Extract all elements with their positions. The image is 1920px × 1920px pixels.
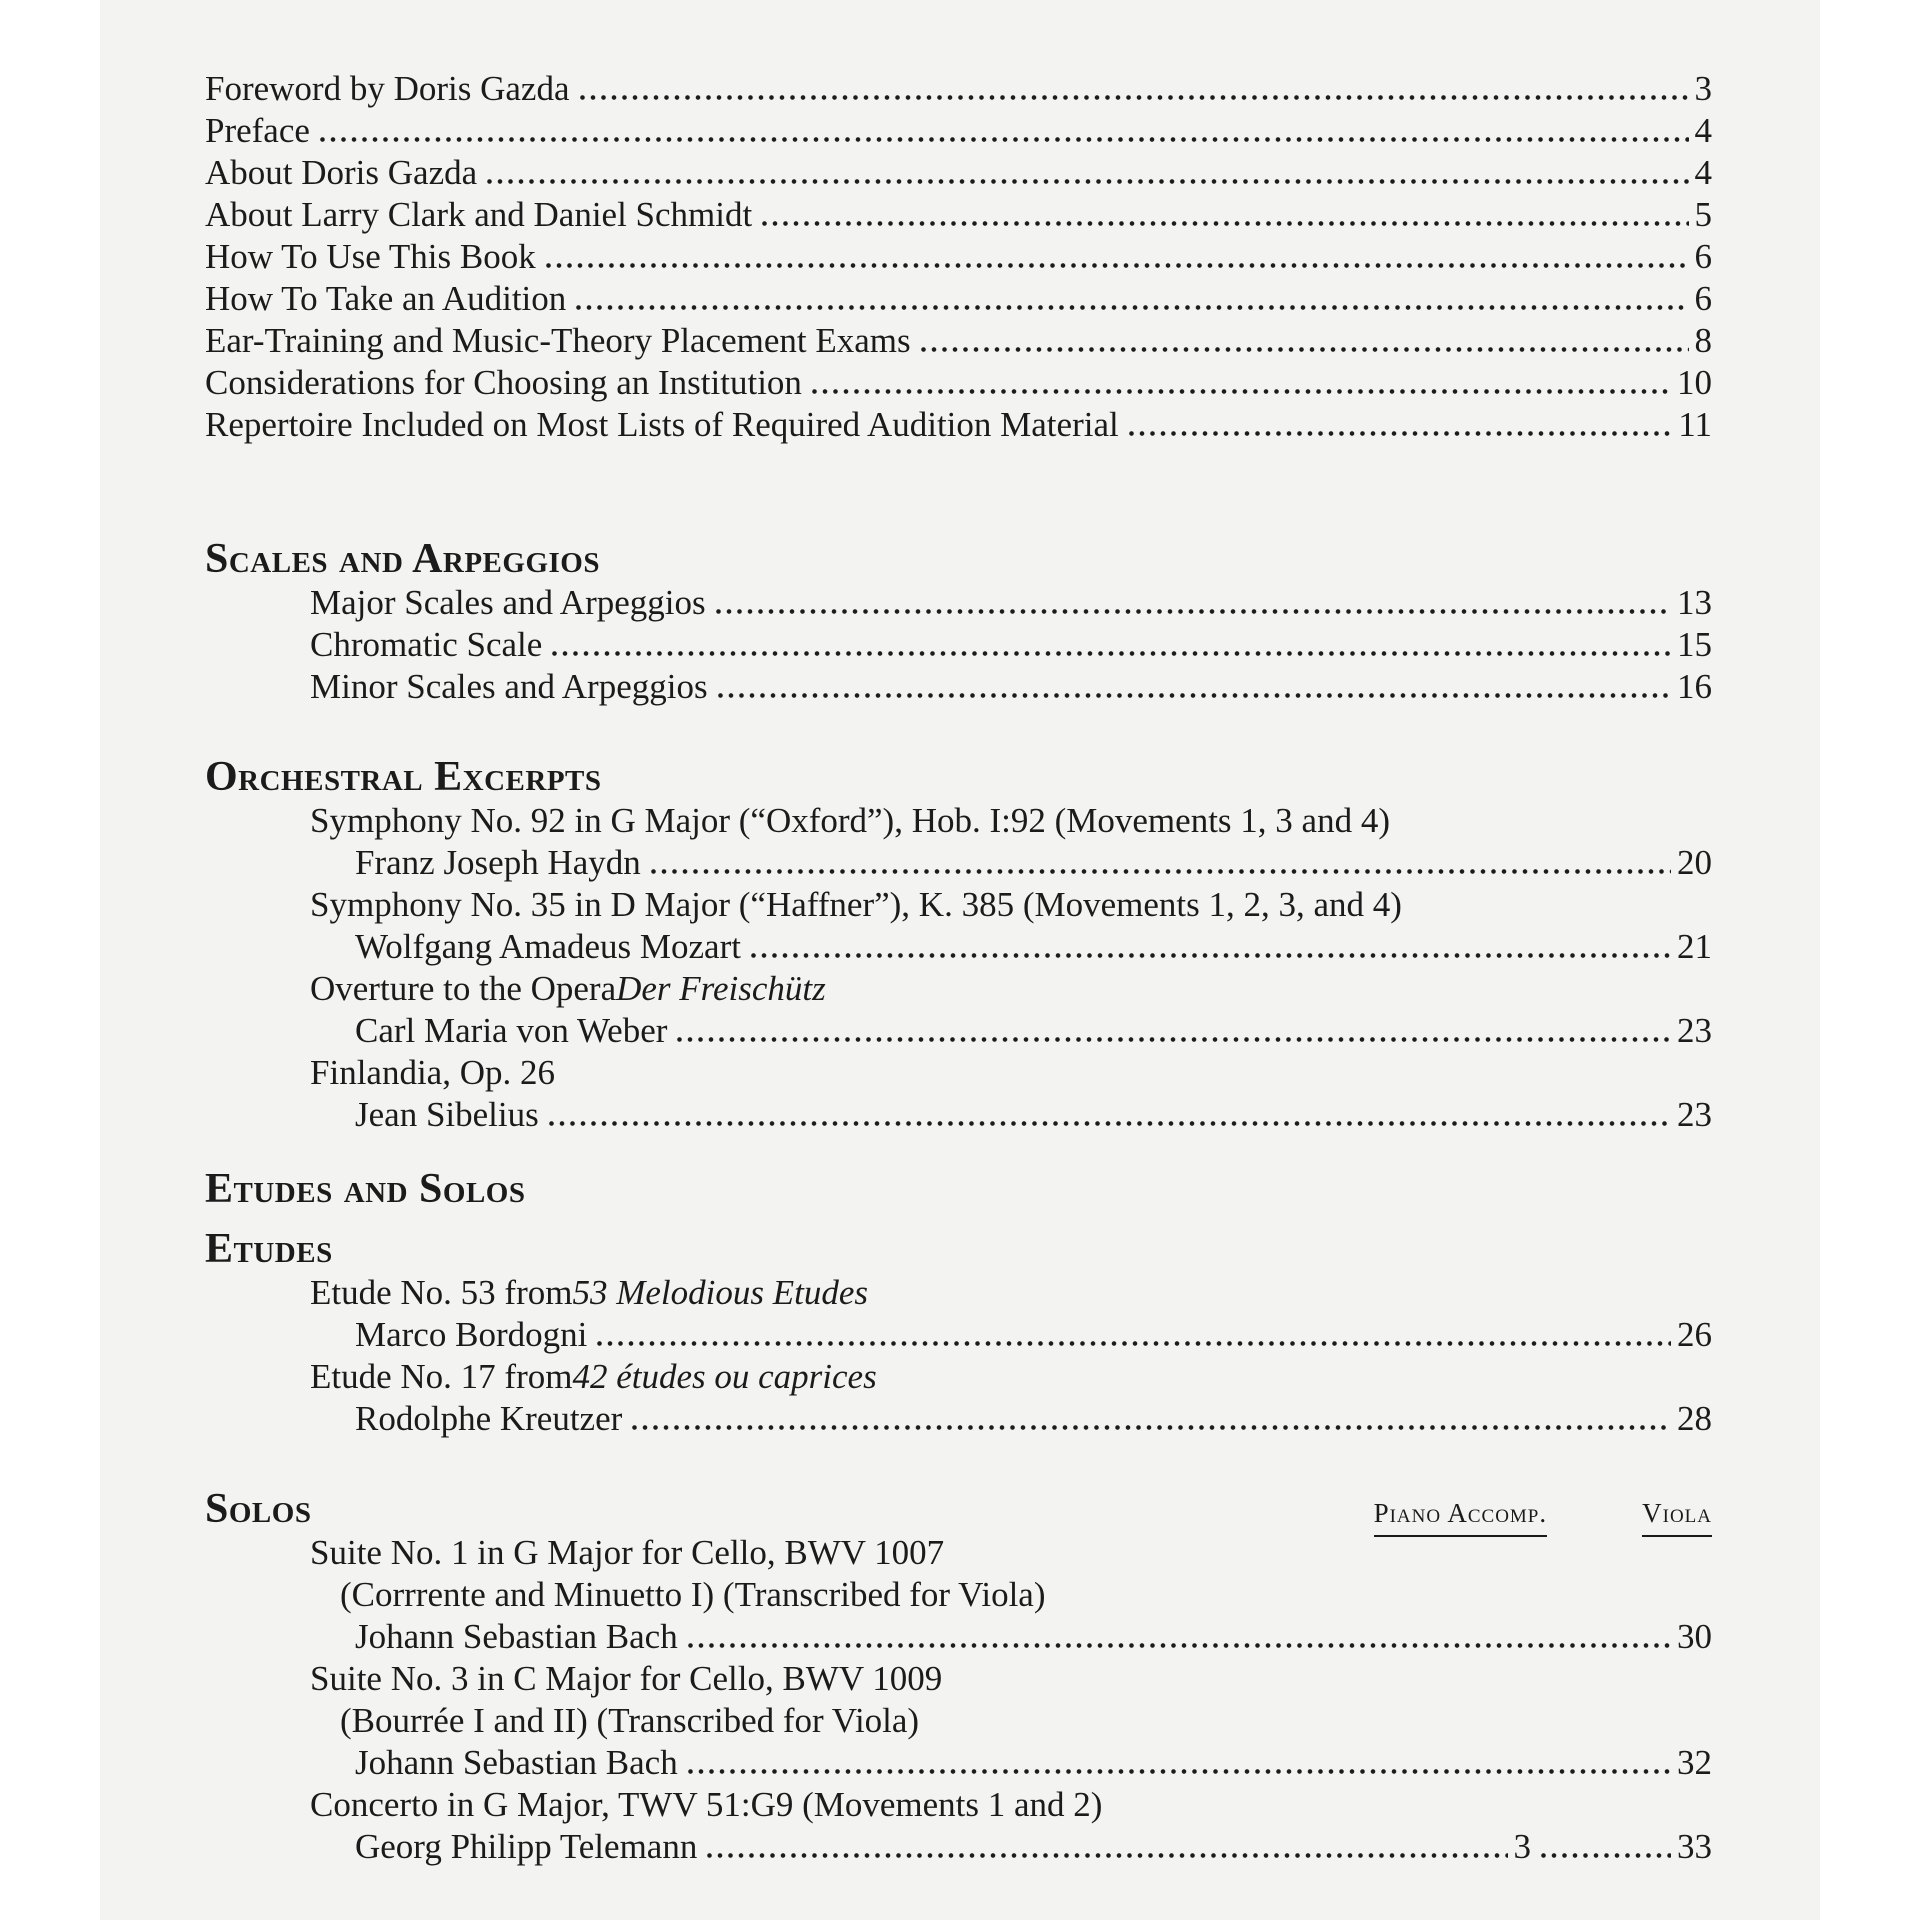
work-subtitle — [205, 1700, 1712, 1742]
page-number: 16 — [1677, 667, 1712, 706]
composer-entry — [205, 1314, 1712, 1356]
page-number: 4 — [1694, 111, 1712, 150]
work-title — [205, 968, 1712, 1010]
toc-entry — [205, 362, 1712, 404]
work-title-text: Suite No. 3 in C Major for Cello, BWV 1009 — [310, 1659, 943, 1698]
composer-name: Wolfgang Amadeus Mozart — [355, 927, 741, 966]
book-page — [100, 0, 1820, 1920]
entry-title: How To Take an Audition — [205, 279, 567, 318]
page-number: 28 — [1677, 1399, 1712, 1438]
composer-name: Franz Joseph Haydn — [355, 843, 641, 882]
work-subtitle-text: (Bourrée I and II) (Transcribed for Viola) — [340, 1701, 920, 1740]
viola-page-number: 33 — [1677, 1827, 1712, 1866]
dotted-leader — [651, 869, 1671, 874]
page-number: 23 — [1677, 1095, 1712, 1134]
section-heading-etudes: Etudes — [205, 1226, 333, 1272]
work-title-text: Etude No. 53 from — [310, 1273, 573, 1312]
dotted-leader — [921, 347, 1689, 352]
dotted-leader — [718, 693, 1671, 698]
page-number: 26 — [1677, 1315, 1712, 1354]
section-heading-solos: Solos — [205, 1486, 312, 1532]
work-title-italic: 53 Melodious Etudes — [572, 1273, 868, 1312]
etudes-list — [205, 1272, 1712, 1440]
entry-title: Ear-Training and Music-Theory Placement Exams — [205, 321, 911, 360]
entry-title: How To Use This Book — [205, 237, 536, 276]
toc-entry — [205, 666, 1712, 708]
dotted-leader — [1129, 431, 1673, 436]
page-number: 8 — [1694, 321, 1712, 360]
work-title-text: Symphony No. 35 in D Major (“Haffner”), K. 385 (Movements 1, 2, 3, and 4) — [310, 885, 1402, 924]
dotted-leader — [597, 1341, 1671, 1346]
work-title — [205, 1356, 1712, 1398]
work-title-text: Finlandia, Op. 26 — [310, 1053, 555, 1092]
viola-page-number: 32 — [1677, 1743, 1712, 1782]
dotted-leader — [576, 305, 1688, 310]
work-title — [205, 1532, 1712, 1574]
dotted-leader — [707, 1853, 1507, 1858]
page-number: 6 — [1694, 279, 1712, 318]
scales-list — [205, 582, 1712, 708]
dotted-leader — [812, 389, 1671, 394]
work-title — [205, 1784, 1712, 1826]
column-header-viola: Viola — [1642, 1492, 1712, 1537]
front-matter-list — [205, 68, 1712, 446]
composer-entry — [205, 1398, 1712, 1440]
toc-entry — [205, 194, 1712, 236]
entry-title: Foreword by Doris Gazda — [205, 69, 570, 108]
composer-entry — [205, 1010, 1712, 1052]
entry-title: About Larry Clark and Daniel Schmidt — [205, 195, 753, 234]
composer-entry — [205, 1094, 1712, 1136]
page-number: 15 — [1677, 625, 1712, 664]
work-title — [205, 1658, 1712, 1700]
dotted-leader — [688, 1769, 1671, 1774]
section-heading-scales: Scales and Arpeggios — [205, 536, 600, 582]
entry-title: Repertoire Included on Most Lists of Required Audition Material — [205, 405, 1119, 444]
work-title — [205, 1052, 1712, 1094]
composer-entry — [205, 1742, 1712, 1784]
work-subtitle — [205, 1574, 1712, 1616]
page-number: 6 — [1694, 237, 1712, 276]
section-heading-etudes-and-solos: Etudes and Solos — [205, 1166, 526, 1212]
page-number: 11 — [1678, 405, 1712, 444]
entry-title: Major Scales and Arpeggios — [310, 583, 706, 622]
work-title-text: Overture to the Opera — [310, 969, 617, 1008]
dotted-leader — [632, 1425, 1671, 1430]
viola-page-number: 30 — [1677, 1617, 1712, 1656]
dotted-leader — [552, 651, 1671, 656]
piano-accomp-page-number: 3 — [1513, 1827, 1531, 1866]
composer-name: Johann Sebastian Bach — [355, 1743, 678, 1782]
dotted-leader — [549, 1121, 1671, 1126]
toc-entry — [205, 278, 1712, 320]
work-title-text: Concerto in G Major, TWV 51:G9 (Movements 1 and 2) — [310, 1785, 1103, 1824]
page-number: 23 — [1677, 1011, 1712, 1050]
entry-title: Considerations for Choosing an Institution — [205, 363, 802, 402]
work-title-italic: 42 études ou caprices — [572, 1357, 877, 1396]
work-title — [205, 884, 1712, 926]
page-number: 21 — [1677, 927, 1712, 966]
composer-name: Rodolphe Kreutzer — [355, 1399, 623, 1438]
page-number: 10 — [1677, 363, 1712, 402]
dotted-leader — [1541, 1853, 1671, 1858]
page-number: 5 — [1694, 195, 1712, 234]
dotted-leader — [716, 609, 1671, 614]
toc-entry — [205, 236, 1712, 278]
work-title-text: Symphony No. 92 in G Major (“Oxford”), Hob. I:92 (Movements 1, 3 and 4) — [310, 801, 1390, 840]
toc-entry — [205, 582, 1712, 624]
page-number: 4 — [1694, 153, 1712, 192]
dotted-leader — [487, 179, 1688, 184]
toc-entry — [205, 624, 1712, 666]
toc-entry — [205, 152, 1712, 194]
entry-title: About Doris Gazda — [205, 153, 478, 192]
work-subtitle-text: (Corrrente and Minuetto I) (Transcribed for Viola) — [340, 1575, 1046, 1614]
toc-entry — [205, 110, 1712, 152]
entry-title: Chromatic Scale — [310, 625, 543, 664]
solos-header-row — [205, 1486, 1712, 1532]
work-title-text: Suite No. 1 in G Major for Cello, BWV 1007 — [310, 1533, 945, 1572]
work-title — [205, 1272, 1712, 1314]
toc-entry — [205, 320, 1712, 362]
entry-title: Minor Scales and Arpeggios — [310, 667, 708, 706]
toc-entry — [205, 68, 1712, 110]
composer-name: Marco Bordogni — [355, 1315, 588, 1354]
page-number: 13 — [1677, 583, 1712, 622]
dotted-leader — [580, 95, 1689, 100]
composer-name: Johann Sebastian Bach — [355, 1617, 678, 1656]
dotted-leader — [751, 953, 1671, 958]
dotted-leader — [546, 263, 1689, 268]
toc-entry — [205, 404, 1712, 446]
orchestral-list — [205, 800, 1712, 1136]
composer-entry — [205, 926, 1712, 968]
page-number: 20 — [1677, 843, 1712, 882]
composer-entry — [205, 842, 1712, 884]
composer-entry — [205, 1826, 1712, 1868]
solos-list — [205, 1532, 1712, 1868]
work-title-italic: Der Freischütz — [616, 969, 826, 1008]
page-number: 3 — [1694, 69, 1712, 108]
dotted-leader — [320, 137, 1689, 142]
composer-name: Georg Philipp Telemann — [355, 1827, 698, 1866]
work-title — [205, 800, 1712, 842]
dotted-leader — [762, 221, 1688, 226]
dotted-leader — [688, 1643, 1671, 1648]
entry-title: Preface — [205, 111, 310, 150]
work-title-text: Etude No. 17 from — [310, 1357, 573, 1396]
column-header-piano-accomp: Piano Accomp. — [1374, 1492, 1548, 1537]
table-of-contents — [100, 0, 1820, 1868]
section-heading-orchestral: Orchestral Excerpts — [205, 754, 602, 800]
dotted-leader — [677, 1037, 1671, 1042]
composer-name: Carl Maria von Weber — [355, 1011, 668, 1050]
composer-entry — [205, 1616, 1712, 1658]
composer-name: Jean Sibelius — [355, 1095, 539, 1134]
